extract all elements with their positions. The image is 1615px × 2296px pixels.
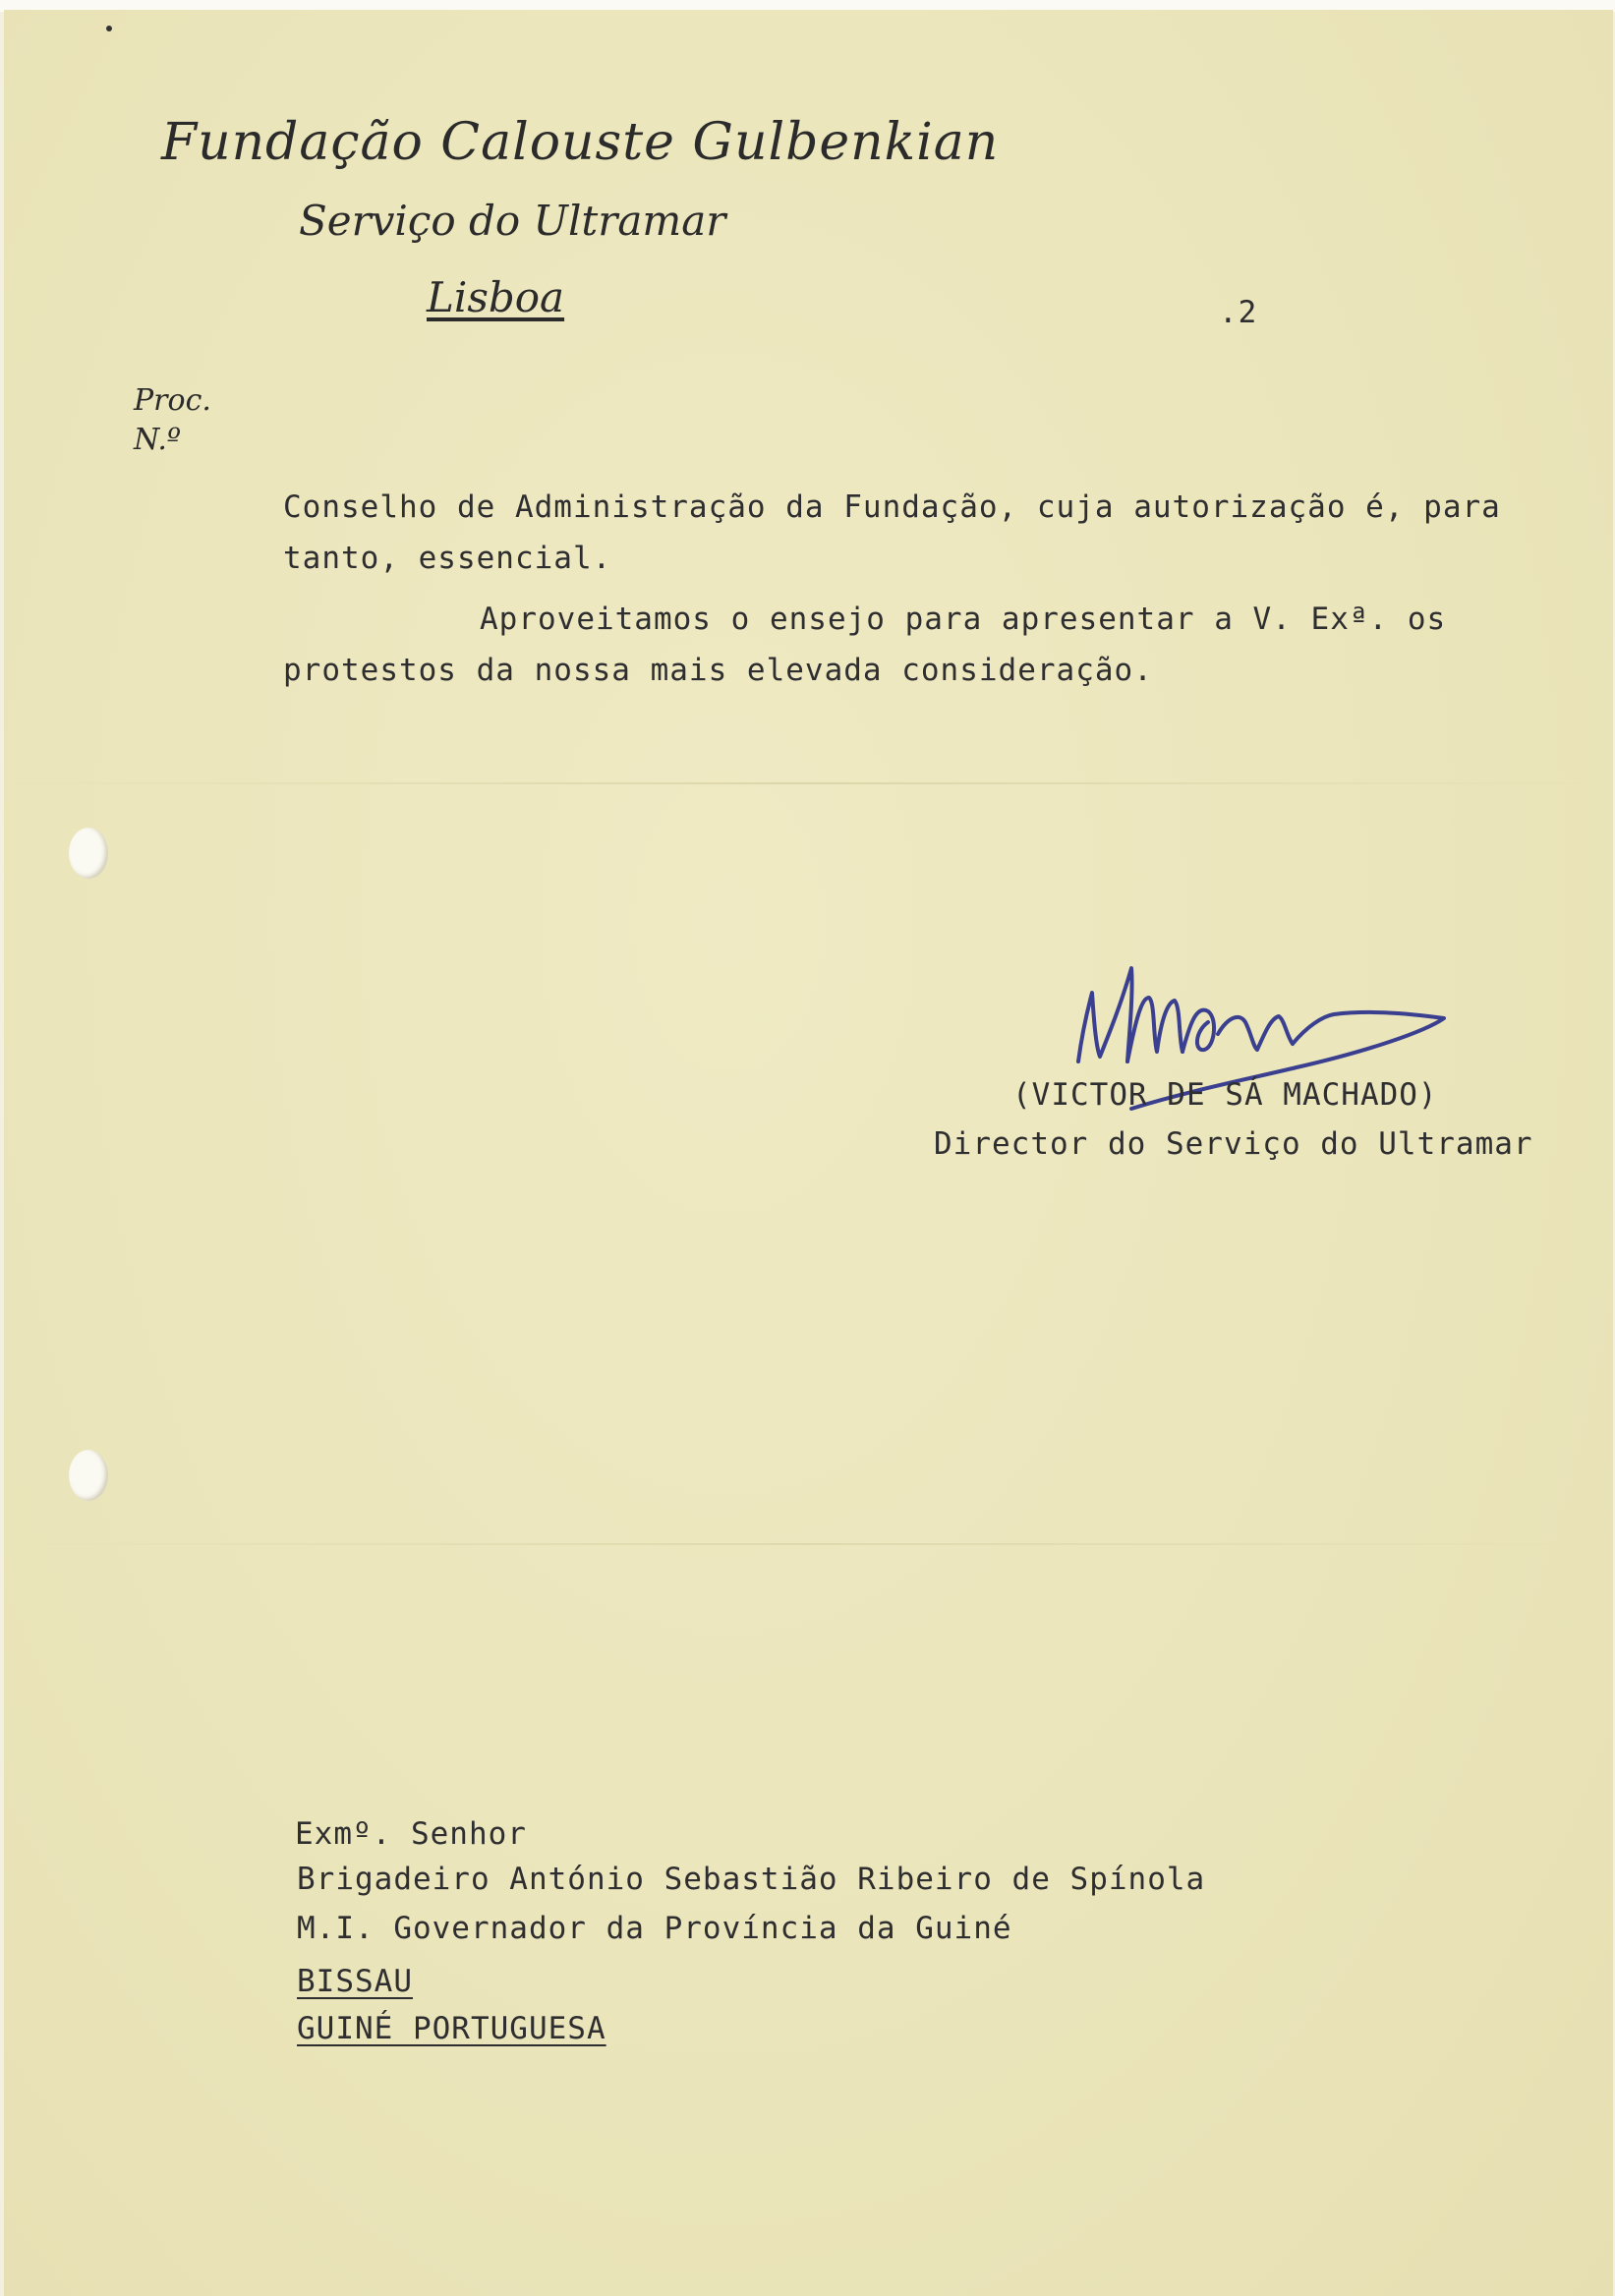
signatory-name: (VICTOR DE SÁ MACHADO) <box>1012 1077 1438 1113</box>
body-line: tanto, essencial. <box>283 541 612 576</box>
recipient-salutation: Exmº. Senhor <box>295 1816 527 1852</box>
body-line: protestos da nossa mais elevada consideração. <box>283 653 1153 688</box>
letterhead-organization: Fundação Calouste Gulbenkian <box>161 113 1000 172</box>
letterhead-city: Lisboa <box>427 273 565 321</box>
process-label: Proc. <box>134 383 211 418</box>
page-number: .2 <box>1219 295 1258 330</box>
punch-hole <box>69 828 108 879</box>
recipient-name: Brigadeiro António Sebastião Ribeiro de Spínola <box>297 1862 1206 1897</box>
number-label: N.º <box>134 423 181 457</box>
letterhead-department: Serviço do Ultramar <box>299 197 726 245</box>
punch-hole <box>69 1450 108 1501</box>
letter-page <box>4 10 1613 2296</box>
body-line: Conselho de Administração da Fundação, cuja autorização é, para <box>283 489 1501 525</box>
body-line: Aproveitamos o ensejo para apresentar a V. Exª. os <box>480 602 1447 637</box>
paper-fold-line <box>4 1543 1613 1545</box>
recipient-country: GUINÉ PORTUGUESA <box>297 2011 606 2046</box>
paper-fold-line <box>4 782 1613 784</box>
signatory-title: Director do Serviço do Ultramar <box>934 1126 1533 1162</box>
recipient-position: M.I. Governador da Província da Guiné <box>297 1911 1012 1946</box>
recipient-city: BISSAU <box>297 1964 413 1999</box>
ink-speck <box>106 26 112 31</box>
